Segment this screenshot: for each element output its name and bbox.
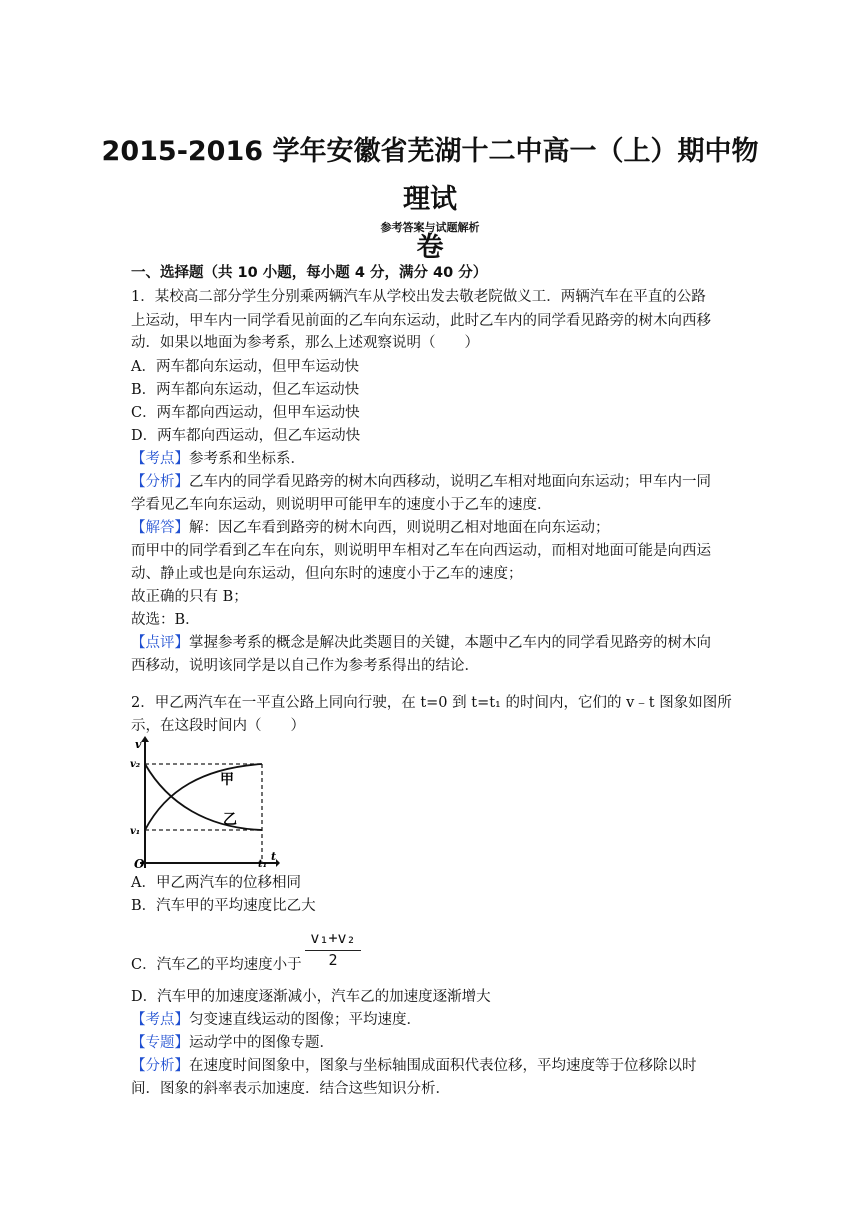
kaodian-tag: 【考点】: [131, 451, 189, 467]
q1-jieda: [131, 517, 731, 539]
vt-graph: [128, 734, 280, 870]
fraction-denominator: 2: [328, 951, 338, 969]
q1-stem-line-1: 1．某校高二部分学生分别乘两辆汽车从学校出发去敬老院做义工．两辆汽车在平直的公路: [131, 289, 706, 305]
page-subtitle: 参考答案与试题解析: [380, 221, 480, 234]
q1-dianping-line-2: 西移动，说明该同学是以自己作为参考系得出的结论．: [131, 658, 479, 674]
q1-stem-line-2: 上运动，甲车内一同学看见前面的乙车向东运动，此时乙车内的同学看见路旁的树木向西移: [131, 313, 711, 329]
dianping-text-1: 掌握参考系的概念是解决此类题目的关键，本题中乙车内的同学看见路旁的树木向: [189, 635, 711, 651]
fenxi-tag: 【分析】: [131, 474, 189, 490]
q1-stem-line-3: 动．如果以地面为参考系，那么上述观察说明（ ）: [131, 335, 479, 351]
q1-option-d: D．两车都向西运动，但乙车运动快: [131, 428, 361, 444]
q1-option-a: A．两车都向东运动，但甲车运动快: [131, 359, 359, 375]
q2-stem-line-2: 示，在这段时间内（ ）: [131, 718, 305, 734]
yi-label: 乙: [223, 812, 237, 828]
q1-jieda-line-2: 而甲中的同学看到乙车在向东，则说明甲车相对乙车在向西运动，而相对地面可能是向西运: [131, 543, 711, 559]
q2-option-b: B．汽车甲的平均速度比乙大: [131, 898, 316, 914]
yi-curve: [145, 764, 262, 830]
page-title: [100, 128, 760, 272]
q2-option-c: C．汽车乙的平均速度小于: [131, 957, 302, 973]
jieda-tag: 【解答】: [131, 520, 189, 536]
q1-fenxi-line-2: 学看见乙车向东运动，则说明甲可能甲车的速度小于乙车的速度．: [131, 497, 552, 513]
t-axis-arrow-icon: [276, 859, 280, 867]
jieda-text-1: 解：因乙车看到路旁的树木向西，则说明乙相对地面在向东运动；: [189, 520, 610, 536]
q2-option-d: D．汽车甲的加速度逐渐减小，汽车乙的加速度逐渐增大: [131, 989, 491, 1005]
q2-zhuanti: [131, 1032, 731, 1054]
jia-curve: [145, 764, 262, 830]
q2-stem-line-1: 2．甲乙两汽车在一平直公路上同向行驶，在 t=0 到 t=t₁ 的时间内，它们的 v﹣t 图象如图所: [131, 695, 732, 711]
q1-kaodian: [131, 448, 731, 470]
q1-option-b: B．两车都向东运动，但乙车运动快: [131, 382, 360, 398]
zhuanti-tag: 【专题】: [131, 1035, 189, 1051]
kaodian-tag: 【考点】: [131, 1012, 189, 1028]
zhuanti-text: 运动学中的图像专题．: [189, 1035, 334, 1051]
kaodian-text: 参考系和坐标系．: [189, 451, 305, 467]
dianping-tag: 【点评】: [131, 635, 189, 651]
q1-jieda-line-5: 故选：B．: [131, 612, 200, 628]
q2-fenxi: [131, 1055, 731, 1077]
q1-dianping: [131, 632, 731, 654]
q2-option-a: A．甲乙两汽车的位移相同: [131, 875, 301, 891]
q1-jieda-line-3: 动、静止或也是向东运动，但向东时的速度小于乙车的速度；: [131, 566, 523, 582]
v2-label: v₂: [130, 759, 141, 770]
q1-option-c: C．两车都向西运动，但甲车运动快: [131, 405, 360, 421]
q2-kaodian: [131, 1009, 731, 1031]
fenxi-tag: 【分析】: [131, 1058, 189, 1074]
t-axis-label: t: [271, 850, 277, 863]
v-axis-label: v: [135, 738, 142, 751]
fraction-numerator: v₁+v₂: [305, 928, 361, 951]
v-axis-arrow-icon: [141, 736, 149, 742]
q2-fenxi-line-2: 间．图象的斜率表示加速度．结合这些知识分析．: [131, 1081, 450, 1097]
kaodian-text: 匀变速直线运动的图像；平均速度．: [189, 1012, 421, 1028]
v1-label: v₁: [130, 826, 141, 837]
t1-label: t₁: [258, 859, 267, 870]
origin-label: O: [134, 857, 145, 870]
title-line-2: 卷: [416, 232, 444, 263]
q1-jieda-line-4: 故正确的只有 B；: [131, 589, 248, 605]
q1-fenxi: [131, 471, 731, 493]
fenxi-text-1: 乙车内的同学看见路旁的树木向西移动，说明乙车相对地面向东运动；甲车内一同: [189, 474, 711, 490]
jia-label: 甲: [220, 772, 234, 788]
fenxi-text-1: 在速度时间图象中，图象与坐标轴围成面积代表位移，平均速度等于位移除以时: [189, 1058, 697, 1074]
q2-option-c-fraction: [305, 928, 361, 970]
title-line-1: 2015-2016 学年安徽省芜湖十二中高一（上）期中物理试: [101, 136, 759, 215]
section-heading: 一、选择题（共 10 小题，每小题 4 分，满分 40 分）: [131, 265, 488, 281]
